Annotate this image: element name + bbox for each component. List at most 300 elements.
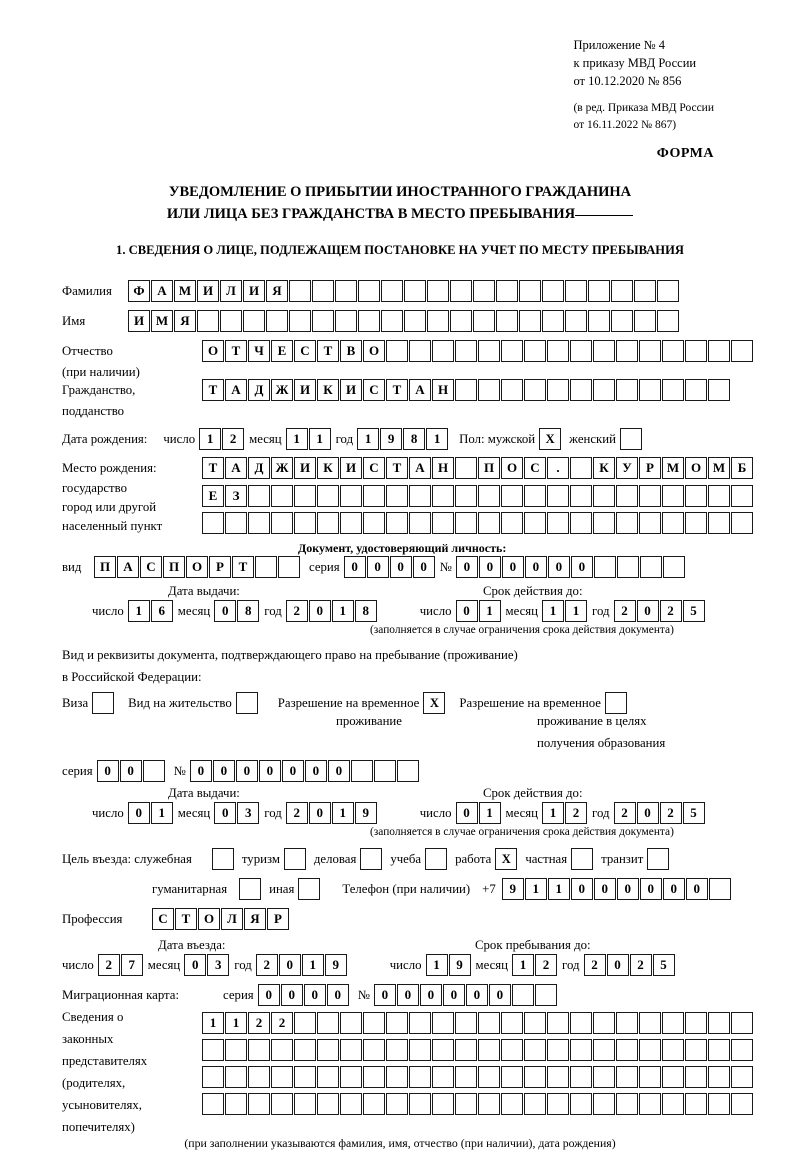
input-cell[interactable]	[565, 280, 587, 302]
input-cell[interactable]: 0	[571, 878, 593, 900]
input-cell[interactable]: Т	[202, 379, 224, 401]
input-cell[interactable]	[202, 1093, 224, 1115]
input-cell[interactable]	[708, 1039, 730, 1061]
input-cell[interactable]: 2	[256, 954, 278, 976]
input-cell[interactable]: Т	[202, 457, 224, 479]
temp-residence-checkbox[interactable]: Х	[423, 692, 445, 714]
input-cell[interactable]	[565, 310, 587, 332]
input-cell[interactable]	[639, 1093, 661, 1115]
input-cell[interactable]	[547, 1039, 569, 1061]
input-cell[interactable]	[294, 512, 316, 534]
entry-day-field[interactable]	[98, 954, 144, 976]
input-cell[interactable]	[386, 512, 408, 534]
input-cell[interactable]: 5	[683, 802, 705, 824]
input-cell[interactable]: 0	[305, 760, 327, 782]
input-cell[interactable]: 0	[304, 984, 326, 1006]
input-cell[interactable]: 0	[120, 760, 142, 782]
input-cell[interactable]	[639, 379, 661, 401]
entry-month-field[interactable]	[184, 954, 230, 976]
birth-place-city-field-2[interactable]	[202, 512, 754, 534]
doc-issue-month-field[interactable]	[214, 600, 260, 622]
input-cell[interactable]	[248, 485, 270, 507]
input-cell[interactable]: Е	[271, 340, 293, 362]
input-cell[interactable]: А	[409, 457, 431, 479]
input-cell[interactable]	[335, 280, 357, 302]
input-cell[interactable]: 0	[637, 600, 659, 622]
input-cell[interactable]	[731, 485, 753, 507]
input-cell[interactable]	[570, 457, 592, 479]
card-series-field[interactable]	[258, 984, 350, 1006]
sex-female-checkbox[interactable]	[620, 428, 642, 450]
input-cell[interactable]: И	[243, 280, 265, 302]
input-cell[interactable]	[588, 280, 610, 302]
input-cell[interactable]: 2	[614, 802, 636, 824]
input-cell[interactable]	[593, 485, 615, 507]
input-cell[interactable]	[381, 280, 403, 302]
input-cell[interactable]	[358, 310, 380, 332]
input-cell[interactable]: С	[294, 340, 316, 362]
input-cell[interactable]	[404, 280, 426, 302]
stay-until-day-field[interactable]	[426, 954, 472, 976]
input-cell[interactable]: 1	[225, 1012, 247, 1034]
input-cell[interactable]: 8	[355, 600, 377, 622]
input-cell[interactable]	[455, 457, 477, 479]
input-cell[interactable]	[374, 760, 396, 782]
input-cell[interactable]: 1	[332, 600, 354, 622]
input-cell[interactable]: 6	[151, 600, 173, 622]
input-cell[interactable]	[519, 310, 541, 332]
input-cell[interactable]: И	[294, 379, 316, 401]
input-cell[interactable]	[524, 340, 546, 362]
input-cell[interactable]: 1	[128, 600, 150, 622]
input-cell[interactable]	[248, 1093, 270, 1115]
input-cell[interactable]	[340, 1039, 362, 1061]
input-cell[interactable]: 0	[502, 556, 524, 578]
input-cell[interactable]	[432, 1039, 454, 1061]
input-cell[interactable]: 1	[357, 428, 379, 450]
legal-rep-row-3[interactable]	[202, 1066, 754, 1088]
input-cell[interactable]	[496, 280, 518, 302]
input-cell[interactable]: М	[708, 457, 730, 479]
input-cell[interactable]: 3	[207, 954, 229, 976]
input-cell[interactable]	[386, 1066, 408, 1088]
input-cell[interactable]	[542, 280, 564, 302]
input-cell[interactable]	[340, 485, 362, 507]
profession-field[interactable]	[152, 908, 290, 930]
purpose-tourism-checkbox[interactable]	[284, 848, 306, 870]
input-cell[interactable]	[363, 1066, 385, 1088]
input-cell[interactable]	[663, 556, 685, 578]
input-cell[interactable]	[685, 485, 707, 507]
input-cell[interactable]: 0	[686, 878, 708, 900]
input-cell[interactable]	[662, 340, 684, 362]
input-cell[interactable]: 1	[151, 802, 173, 824]
input-cell[interactable]: 0	[663, 878, 685, 900]
input-cell[interactable]	[524, 1012, 546, 1034]
input-cell[interactable]	[317, 485, 339, 507]
input-cell[interactable]	[409, 340, 431, 362]
input-cell[interactable]	[685, 1093, 707, 1115]
input-cell[interactable]	[427, 310, 449, 332]
input-cell[interactable]	[473, 310, 495, 332]
input-cell[interactable]	[512, 984, 534, 1006]
input-cell[interactable]	[363, 1012, 385, 1034]
input-cell[interactable]: О	[685, 457, 707, 479]
doc-issue-year-field[interactable]	[286, 600, 378, 622]
input-cell[interactable]	[501, 485, 523, 507]
input-cell[interactable]	[501, 1066, 523, 1088]
input-cell[interactable]	[657, 280, 679, 302]
input-cell[interactable]: 1	[565, 600, 587, 622]
purpose-private-checkbox[interactable]	[571, 848, 593, 870]
input-cell[interactable]: И	[340, 379, 362, 401]
input-cell[interactable]	[340, 1093, 362, 1115]
input-cell[interactable]: 2	[286, 802, 308, 824]
input-cell[interactable]	[731, 1012, 753, 1034]
input-cell[interactable]	[547, 340, 569, 362]
input-cell[interactable]	[639, 1039, 661, 1061]
input-cell[interactable]	[708, 485, 730, 507]
input-cell[interactable]	[547, 1093, 569, 1115]
input-cell[interactable]	[363, 1093, 385, 1115]
input-cell[interactable]: 1	[426, 954, 448, 976]
input-cell[interactable]	[473, 280, 495, 302]
input-cell[interactable]	[685, 1066, 707, 1088]
input-cell[interactable]	[143, 760, 165, 782]
input-cell[interactable]	[478, 512, 500, 534]
input-cell[interactable]	[397, 760, 419, 782]
input-cell[interactable]: 1	[426, 428, 448, 450]
input-cell[interactable]	[570, 512, 592, 534]
input-cell[interactable]: 0	[259, 760, 281, 782]
input-cell[interactable]	[594, 556, 616, 578]
purpose-study-checkbox[interactable]	[425, 848, 447, 870]
input-cell[interactable]: 0	[617, 878, 639, 900]
input-cell[interactable]: 9	[355, 802, 377, 824]
input-cell[interactable]: К	[593, 457, 615, 479]
input-cell[interactable]	[243, 310, 265, 332]
input-cell[interactable]: 2	[565, 802, 587, 824]
input-cell[interactable]	[570, 1066, 592, 1088]
phone-field[interactable]	[502, 878, 732, 900]
input-cell[interactable]: У	[616, 457, 638, 479]
input-cell[interactable]: Д	[248, 379, 270, 401]
doc-valid-month-field[interactable]	[542, 600, 588, 622]
input-cell[interactable]	[519, 280, 541, 302]
input-cell[interactable]: Т	[232, 556, 254, 578]
input-cell[interactable]: 0	[489, 984, 511, 1006]
input-cell[interactable]	[409, 512, 431, 534]
input-cell[interactable]	[478, 379, 500, 401]
input-cell[interactable]	[611, 280, 633, 302]
input-cell[interactable]: 0	[466, 984, 488, 1006]
input-cell[interactable]	[317, 1012, 339, 1034]
input-cell[interactable]: И	[294, 457, 316, 479]
input-cell[interactable]	[455, 379, 477, 401]
input-cell[interactable]: К	[317, 457, 339, 479]
doc-series-field[interactable]	[344, 556, 436, 578]
input-cell[interactable]	[501, 1039, 523, 1061]
stay-valid-day-field[interactable]	[456, 802, 502, 824]
input-cell[interactable]: 0	[344, 556, 366, 578]
input-cell[interactable]	[197, 310, 219, 332]
input-cell[interactable]	[611, 310, 633, 332]
input-cell[interactable]	[524, 1066, 546, 1088]
birth-day-field[interactable]	[199, 428, 245, 450]
input-cell[interactable]	[386, 485, 408, 507]
input-cell[interactable]	[225, 1066, 247, 1088]
stay-until-month-field[interactable]	[512, 954, 558, 976]
input-cell[interactable]: А	[409, 379, 431, 401]
input-cell[interactable]	[639, 1012, 661, 1034]
input-cell[interactable]: 2	[248, 1012, 270, 1034]
input-cell[interactable]: М	[151, 310, 173, 332]
entry-year-field[interactable]	[256, 954, 348, 976]
input-cell[interactable]	[570, 1012, 592, 1034]
input-cell[interactable]	[478, 485, 500, 507]
input-cell[interactable]	[685, 1039, 707, 1061]
input-cell[interactable]	[524, 485, 546, 507]
birth-place-state-field[interactable]	[202, 457, 754, 479]
input-cell[interactable]	[409, 1093, 431, 1115]
input-cell[interactable]	[432, 340, 454, 362]
purpose-humanitarian-checkbox[interactable]	[239, 878, 261, 900]
input-cell[interactable]	[455, 1039, 477, 1061]
input-cell[interactable]: Е	[202, 485, 224, 507]
input-cell[interactable]: 1	[479, 600, 501, 622]
input-cell[interactable]	[294, 1093, 316, 1115]
stay-issue-day-field[interactable]	[128, 802, 174, 824]
input-cell[interactable]	[616, 340, 638, 362]
input-cell[interactable]	[455, 340, 477, 362]
input-cell[interactable]	[409, 485, 431, 507]
input-cell[interactable]	[271, 1093, 293, 1115]
input-cell[interactable]: 2	[660, 600, 682, 622]
input-cell[interactable]	[294, 1012, 316, 1034]
stay-until-year-field[interactable]	[584, 954, 676, 976]
input-cell[interactable]	[386, 1093, 408, 1115]
input-cell[interactable]	[386, 340, 408, 362]
input-cell[interactable]: 0	[309, 600, 331, 622]
input-cell[interactable]	[455, 512, 477, 534]
input-cell[interactable]	[202, 1066, 224, 1088]
input-cell[interactable]: 7	[121, 954, 143, 976]
input-cell[interactable]: 0	[327, 984, 349, 1006]
input-cell[interactable]: 0	[128, 802, 150, 824]
input-cell[interactable]: 9	[325, 954, 347, 976]
input-cell[interactable]: И	[197, 280, 219, 302]
input-cell[interactable]	[547, 1066, 569, 1088]
birth-place-city-field[interactable]	[202, 485, 754, 507]
stay-issue-year-field[interactable]	[286, 802, 378, 824]
purpose-business-checkbox[interactable]	[360, 848, 382, 870]
input-cell[interactable]: 0	[328, 760, 350, 782]
input-cell[interactable]: С	[140, 556, 162, 578]
input-cell[interactable]	[450, 280, 472, 302]
input-cell[interactable]: П	[163, 556, 185, 578]
input-cell[interactable]	[662, 379, 684, 401]
input-cell[interactable]	[455, 1066, 477, 1088]
input-cell[interactable]	[432, 485, 454, 507]
residence-permit-checkbox[interactable]	[236, 692, 258, 714]
input-cell[interactable]	[478, 1012, 500, 1034]
input-cell[interactable]	[478, 1066, 500, 1088]
input-cell[interactable]: 2	[660, 802, 682, 824]
input-cell[interactable]	[542, 310, 564, 332]
input-cell[interactable]	[317, 1066, 339, 1088]
input-cell[interactable]	[478, 340, 500, 362]
input-cell[interactable]: 0	[443, 984, 465, 1006]
input-cell[interactable]	[363, 512, 385, 534]
input-cell[interactable]: 1	[199, 428, 221, 450]
input-cell[interactable]: Ч	[248, 340, 270, 362]
input-cell[interactable]	[427, 280, 449, 302]
input-cell[interactable]	[432, 1093, 454, 1115]
input-cell[interactable]: 0	[236, 760, 258, 782]
input-cell[interactable]	[501, 512, 523, 534]
input-cell[interactable]	[317, 1039, 339, 1061]
input-cell[interactable]	[662, 1012, 684, 1034]
input-cell[interactable]	[248, 1039, 270, 1061]
input-cell[interactable]	[708, 1093, 730, 1115]
input-cell[interactable]	[501, 340, 523, 362]
input-cell[interactable]	[312, 310, 334, 332]
input-cell[interactable]	[634, 280, 656, 302]
purpose-other-checkbox[interactable]	[298, 878, 320, 900]
input-cell[interactable]: 0	[456, 556, 478, 578]
input-cell[interactable]: А	[151, 280, 173, 302]
input-cell[interactable]: 0	[637, 802, 659, 824]
input-cell[interactable]: П	[478, 457, 500, 479]
input-cell[interactable]	[225, 1039, 247, 1061]
input-cell[interactable]	[639, 1066, 661, 1088]
input-cell[interactable]	[524, 1039, 546, 1061]
input-cell[interactable]: П	[94, 556, 116, 578]
input-cell[interactable]: 0	[548, 556, 570, 578]
input-cell[interactable]	[317, 512, 339, 534]
sex-male-checkbox[interactable]: Х	[539, 428, 561, 450]
input-cell[interactable]	[616, 512, 638, 534]
input-cell[interactable]: 0	[420, 984, 442, 1006]
input-cell[interactable]	[593, 1012, 615, 1034]
input-cell[interactable]	[455, 1012, 477, 1034]
input-cell[interactable]: 0	[594, 878, 616, 900]
input-cell[interactable]: 0	[413, 556, 435, 578]
input-cell[interactable]	[617, 556, 639, 578]
input-cell[interactable]	[639, 485, 661, 507]
input-cell[interactable]	[266, 310, 288, 332]
input-cell[interactable]: И	[340, 457, 362, 479]
input-cell[interactable]	[340, 1066, 362, 1088]
input-cell[interactable]	[547, 485, 569, 507]
input-cell[interactable]	[593, 379, 615, 401]
input-cell[interactable]	[731, 1066, 753, 1088]
input-cell[interactable]: 1	[512, 954, 534, 976]
input-cell[interactable]	[404, 310, 426, 332]
input-cell[interactable]	[294, 1066, 316, 1088]
input-cell[interactable]: Л	[221, 908, 243, 930]
input-cell[interactable]	[639, 512, 661, 534]
input-cell[interactable]	[640, 556, 662, 578]
input-cell[interactable]	[432, 1066, 454, 1088]
input-cell[interactable]	[685, 379, 707, 401]
input-cell[interactable]: Р	[209, 556, 231, 578]
input-cell[interactable]: К	[317, 379, 339, 401]
legal-rep-row-2[interactable]	[202, 1039, 754, 1061]
doc-valid-day-field[interactable]	[456, 600, 502, 622]
input-cell[interactable]	[501, 1012, 523, 1034]
input-cell[interactable]: М	[174, 280, 196, 302]
input-cell[interactable]: Р	[267, 908, 289, 930]
input-cell[interactable]	[351, 760, 373, 782]
input-cell[interactable]	[616, 1012, 638, 1034]
input-cell[interactable]: 1	[286, 428, 308, 450]
input-cell[interactable]: .	[547, 457, 569, 479]
input-cell[interactable]: 0	[184, 954, 206, 976]
input-cell[interactable]: В	[340, 340, 362, 362]
visa-checkbox[interactable]	[92, 692, 114, 714]
stay-series-field[interactable]	[97, 760, 166, 782]
purpose-transit-checkbox[interactable]	[647, 848, 669, 870]
input-cell[interactable]: 0	[190, 760, 212, 782]
input-cell[interactable]	[616, 1093, 638, 1115]
input-cell[interactable]: С	[152, 908, 174, 930]
input-cell[interactable]: 0	[374, 984, 396, 1006]
input-cell[interactable]: Т	[225, 340, 247, 362]
input-cell[interactable]	[593, 1066, 615, 1088]
input-cell[interactable]: А	[117, 556, 139, 578]
input-cell[interactable]	[547, 512, 569, 534]
input-cell[interactable]	[340, 1012, 362, 1034]
input-cell[interactable]	[616, 1066, 638, 1088]
input-cell[interactable]	[455, 485, 477, 507]
input-cell[interactable]: Я	[174, 310, 196, 332]
input-cell[interactable]: 0	[525, 556, 547, 578]
input-cell[interactable]: 0	[214, 802, 236, 824]
input-cell[interactable]: О	[363, 340, 385, 362]
input-cell[interactable]: 2	[584, 954, 606, 976]
input-cell[interactable]	[225, 512, 247, 534]
input-cell[interactable]	[731, 1039, 753, 1061]
input-cell[interactable]	[593, 512, 615, 534]
input-cell[interactable]: Л	[220, 280, 242, 302]
input-cell[interactable]: С	[524, 457, 546, 479]
stay-valid-year-field[interactable]	[614, 802, 706, 824]
input-cell[interactable]	[708, 340, 730, 362]
input-cell[interactable]	[455, 1093, 477, 1115]
input-cell[interactable]: 1	[542, 802, 564, 824]
input-cell[interactable]: Т	[317, 340, 339, 362]
input-cell[interactable]: 0	[367, 556, 389, 578]
input-cell[interactable]	[248, 512, 270, 534]
input-cell[interactable]: 0	[571, 556, 593, 578]
input-cell[interactable]	[278, 556, 300, 578]
input-cell[interactable]: А	[225, 457, 247, 479]
input-cell[interactable]: Н	[432, 379, 454, 401]
input-cell[interactable]: 0	[213, 760, 235, 782]
input-cell[interactable]	[271, 485, 293, 507]
input-cell[interactable]	[731, 512, 753, 534]
citizenship-field[interactable]	[202, 379, 731, 401]
input-cell[interactable]	[386, 1039, 408, 1061]
input-cell[interactable]	[478, 1039, 500, 1061]
input-cell[interactable]: 0	[397, 984, 419, 1006]
input-cell[interactable]	[248, 1066, 270, 1088]
input-cell[interactable]: 0	[97, 760, 119, 782]
input-cell[interactable]	[317, 1093, 339, 1115]
input-cell[interactable]: Т	[386, 379, 408, 401]
input-cell[interactable]: 0	[214, 600, 236, 622]
